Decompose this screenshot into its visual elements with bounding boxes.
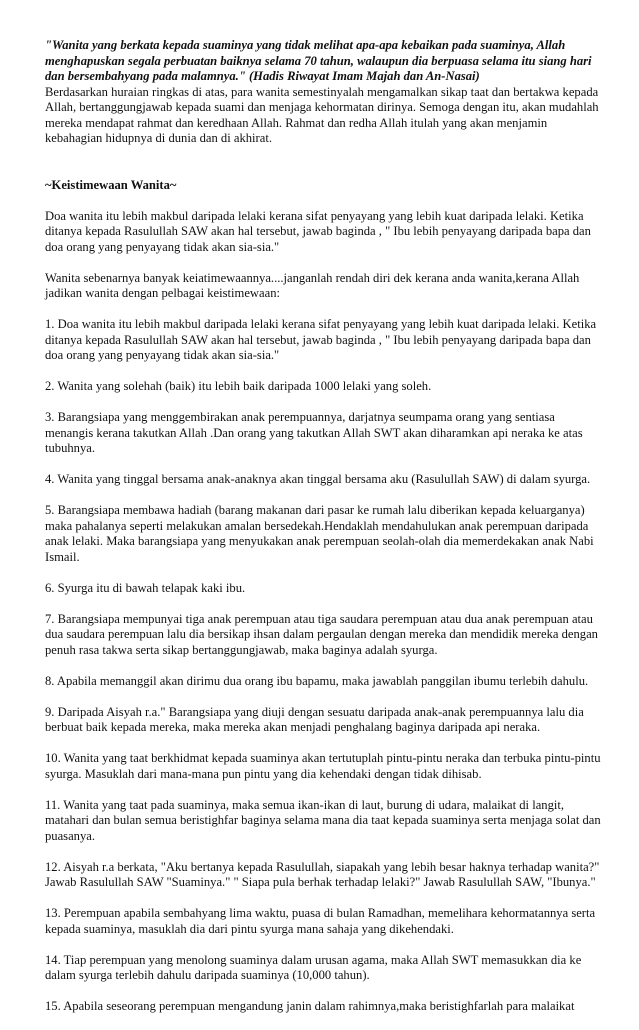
hadith-quote: "Wanita yang berkata kepada suaminya yang tidak melihat apa-apa kebaikan pada suaminya, Allah menghapuskan segala perbuatan baiknya selama 70 tahun, walaupun dia berpuasa selama itu siang hari dan bersembahyang pada malamnya." (Hadis Riwayat Imam Majah dan An-Nasai) — [45, 38, 592, 83]
list-item: 10. Wanita yang taat berkhidmat kepada suaminya akan tertutuplah pintu-pintu neraka dan terbuka pintu-pintu syurga. Masuklah dari mana-mana pun pintu yang dia kehendaki dengan tidak dihisab. — [45, 751, 601, 781]
list-item: 5. Barangsiapa membawa hadiah (barang makanan dari pasar ke rumah lalu diberikan kepada keluarganya) maka pahalanya seperti melakukan amalan bersedekah.Hendaklah mendahulukan anak perempuan daripada anak lelaki. Maka barangsiapa yang menyukakan anak perempuan seolah-olah dia memerdekakan anak Nabi Ismail. — [45, 503, 594, 564]
spacer — [45, 302, 605, 318]
list-item: 2. Wanita yang solehah (baik) itu lebih baik daripada 1000 lelaki yang soleh. — [45, 379, 432, 393]
list-item: 6. Syurga itu di bawah telapak kaki ibu. — [45, 580, 246, 595]
spacer — [45, 193, 605, 209]
spacer — [45, 147, 605, 178]
list-item: 4. Wanita yang tinggal bersama anak-anaknya akan tinggal bersama aku (Rasulullah SAW) di dalam syurga. — [45, 472, 591, 486]
paragraph-keistimewaan: Wanita sebenarnya banyak keiatimewaannya....janganlah rendah diri dek kerana anda wanita,kerana Allah jadikan wanita dengan pelbagai keistimewaan: — [45, 270, 580, 300]
list-item: 11. Wanita yang taat pada suaminya, maka semua ikan-ikan di laut, burung di udara, malaikat di langit, matahari dan bulan semua beristighfar baginya selama mana dia taat kepada suaminya serta menjaga solat dan puasanya. — [45, 797, 601, 843]
spacer — [45, 255, 605, 271]
list-item: 7. Barangsiapa mempunyai tiga anak perempuan atau tiga saudara perempuan atau dua anak perempuan atau dua saudara perempuan lalu dia bersikap ihsan dalam pergaulan dengan mereka dan mendidik mereka dengan penuh rasa takwa serta sikap bertanggungjawab, maka baginya adalah syurga. — [45, 611, 598, 657]
list-item: 1. Doa wanita itu lebih makbul daripada lelaki kerana sifat penyayang yang lebih kuat daripada lelaki. Ketika ditanya kepada Rasulullah SAW akan hal tersebut, jawab baginda , " Ibu lebih penyayang daripada bapa dan doa orang yang penyayang tidak akan sia-sia." — [45, 317, 597, 362]
list-item: 8. Apabila memanggil akan dirimu dua orang ibu bapamu, maka jawablah panggilan ibumu terlebih dahulu. — [45, 673, 589, 688]
list-item: 15. Apabila seseorang perempuan mengandung janin dalam rahimnya,maka beristighfarlah para malaikat — [45, 999, 575, 1013]
list-item: 13. Perempuan apabila sembahyang lima waktu, puasa di bulan Ramadhan, memelihara kehormatannya serta kepada suaminya, masuklah dia dari pintu syurga mana sahaja yang dikehendaki. — [45, 906, 596, 936]
paragraph-doa: Doa wanita itu lebih makbul daripada lelaki kerana sifat penyayang yang lebih kuat daripada lelaki. Ketika ditanya kepada Rasulullah SAW akan hal tersebut, jawab baginda , " Ibu lebih penyayang daripada bapa dan doa orang yang penyayang tidak akan sia-sia." — [45, 208, 591, 254]
intro-paragraph: Berdasarkan huraian ringkas di atas, para wanita semestinyalah mengamalkan sikap taat dan bertakwa kepada Allah, bertanggungjawab kepada suami dan menjaga kehormatan dirinya. Semoga dengan itu, akan mudahlah mereka mendapat rahmat dan keredhaan Allah. Rahmat dan redha Allah itulah yang akan menjamin kebahagian hidupnya di dunia dan di akhirat. — [45, 84, 599, 145]
list-item: 3. Barangsiapa yang menggembirakan anak perempuannya, darjatnya seumpama orang yang sentiasa menangis kerana takutkan Allah .Dan orang yang takutkan Allah SWT akan diharamkan api neraka ke atas tubuhnya. — [45, 410, 583, 455]
list-item: 9. Daripada Aisyah r.a." Barangsiapa yang diuji dengan sesuatu daripada anak-anak perempuannya lalu dia berbuat baik kepada mereka, maka mereka akan menjadi penghalang baginya daripada api neraka. — [45, 704, 584, 734]
list-item: 12. Aisyah r.a berkata, "Aku bertanya kepada Rasulullah, siapakah yang lebih besar haknya terhadap wanita?" Jawab Rasulullah SAW "Suaminya." " Siapa pula berhak terhadap lelaki?" Jawab Rasulullah SAW, "Ibunya." — [45, 859, 600, 889]
numbered-list — [45, 317, 605, 1015]
document-page — [45, 38, 605, 1030]
list-item: 14. Tiap perempuan yang menolong suaminya dalam urusan agama, maka Allah SWT memasukkan dia ke dalam syurga terlebih dahulu daripada suaminya (10,000 tahun). — [45, 952, 582, 982]
section-heading: ~Keistimewaan Wanita~ — [45, 177, 177, 192]
